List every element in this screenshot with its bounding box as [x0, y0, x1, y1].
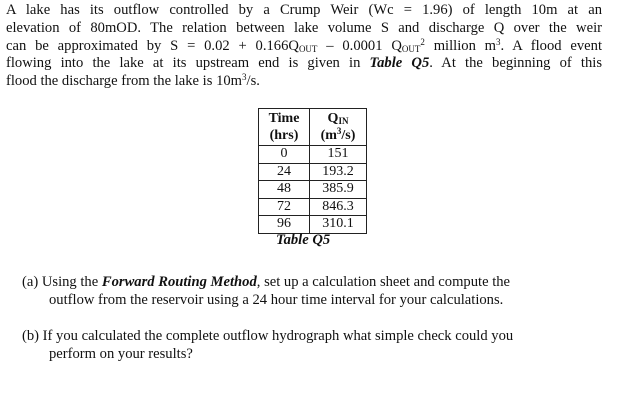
table-row: [259, 198, 367, 216]
header-time-unit: (hrs): [269, 128, 299, 143]
header-q-unit-b: /s): [341, 128, 356, 143]
subscript-out-2: OUT: [401, 43, 421, 54]
question-b: [22, 327, 562, 363]
intro-line-3-text-d: . A flood event: [500, 37, 602, 54]
question-a-line-2: outflow from the reservoir using a 24 hour time interval for your calculations.: [49, 292, 504, 308]
inflow-table: [258, 108, 367, 234]
question-b-line-2: perform on your results?: [49, 346, 193, 362]
intro-line-4: [6, 55, 602, 73]
header-q-sub: IN: [338, 116, 349, 126]
superscript-cubed: 3: [496, 36, 501, 47]
intro-line-3-text-c: million m: [424, 37, 497, 54]
cell-time: 48: [259, 181, 310, 199]
intro-line-2: elevation of 80mOD. The relation between lake volume S and discharge Q over the weir: [6, 19, 602, 36]
header-q-main: Q: [327, 111, 339, 126]
cell-time: 96: [259, 216, 310, 234]
inflow-table-container: [258, 108, 367, 234]
superscript-cubed-2: 3: [242, 72, 247, 83]
subscript-out-1: OUT: [298, 43, 318, 54]
table-row: [259, 163, 367, 181]
header-q-unit-a: (m: [320, 128, 337, 143]
problem-statement: [6, 2, 602, 91]
table-reference: Table Q5: [369, 55, 430, 72]
cell-time: 24: [259, 163, 310, 181]
table-row: [259, 181, 367, 199]
question-a-text-a: Using the: [38, 274, 102, 290]
table-header-row: [259, 109, 367, 146]
intro-line-5: [6, 73, 602, 91]
header-q-unit-sup: 3: [336, 126, 342, 136]
header-time-label: Time: [268, 111, 300, 126]
question-b-text: If you calculated the complete outflow hydrograph what simple check could you: [39, 328, 514, 344]
intro-line-5-text-b: /s.: [246, 73, 260, 90]
intro-line-3-text-a: can be approximated by S = 0.02 + 0.166Q: [6, 37, 299, 54]
header-time: [259, 109, 310, 146]
question-b-label: (b): [22, 328, 40, 344]
cell-q: 151: [310, 146, 367, 164]
method-name: Forward Routing Method: [101, 274, 257, 290]
intro-line-1: A lake has its outflow controlled by a Crump Weir (Wc = 1.96) of length 10m at an: [6, 2, 602, 18]
intro-line-3: [6, 38, 602, 56]
intro-line-4-text-b: . At the beginning of this: [429, 55, 603, 72]
question-a-label: (a): [22, 274, 39, 290]
header-q-unit: [321, 128, 356, 143]
cell-time: 0: [259, 146, 310, 164]
question-a-line-1: [22, 273, 562, 291]
header-q-label: [328, 111, 349, 126]
intro-line-5-text-a: flood the discharge from the lake is 10m: [6, 73, 243, 90]
superscript-squared: 2: [420, 36, 425, 47]
question-a-text-b: , set up a calculation sheet and compute the: [256, 274, 511, 290]
question-a: [22, 273, 562, 309]
table-row: [259, 146, 367, 164]
table-caption: Table Q5: [276, 232, 331, 248]
header-q-in: [310, 109, 367, 146]
intro-line-3-text-b: – 0.0001 Q: [317, 37, 402, 54]
cell-time: 72: [259, 198, 310, 216]
intro-line-4-text-a: flowing into the lake at its upstream end is given in: [6, 55, 370, 72]
table-row: [259, 216, 367, 234]
question-b-line-1: [22, 327, 562, 345]
cell-q: 846.3: [310, 198, 367, 216]
cell-q: 310.1: [310, 216, 367, 234]
cell-q: 193.2: [310, 163, 367, 181]
cell-q: 385.9: [310, 181, 367, 199]
